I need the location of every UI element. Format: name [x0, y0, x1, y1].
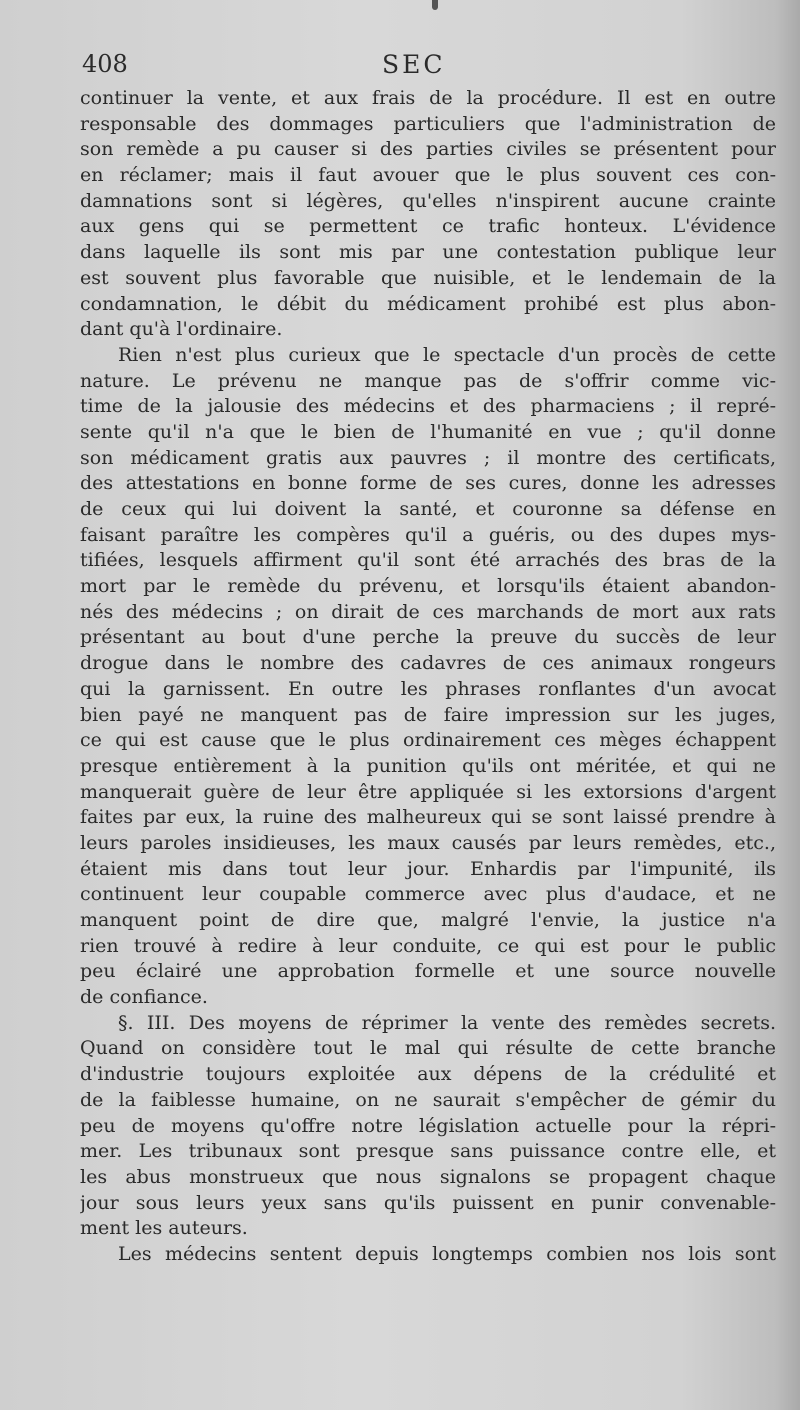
text-line: presque entièrement à la punition qu'ils ont méritée, et qui ne	[80, 754, 776, 777]
text-line: faites par eux, la ruine des malheureux qui se sont laissé prendre à	[80, 806, 776, 829]
text-line: time de la jalousie des médecins et des pharmaciens ; il repré-	[80, 395, 776, 418]
text-line: Les médecins sentent depuis longtemps combien nos lois sont	[118, 1242, 776, 1265]
paragraph	[80, 86, 776, 343]
text-line: responsable des dommages particuliers que l'administration de	[80, 112, 776, 135]
text-line: est souvent plus favorable que nuisible, et le lendemain de la	[80, 266, 776, 289]
text-line: condamnation, le débit du médicament prohibé est plus abon-	[80, 292, 776, 315]
section-heading: §. III. Des moyens de réprimer la vente des remèdes secrets.	[118, 1011, 776, 1034]
text-line: son remède a pu causer si des parties civiles se présentent pour	[80, 138, 776, 161]
text-line: présentant au bout d'une perche la preuve du succès de leur	[80, 626, 776, 649]
text-line: dant qu'à l'ordinaire.	[80, 318, 283, 341]
text-line: faisant paraître les compères qu'il a guéris, ou des dupes mys-	[80, 523, 776, 546]
text-line: peu éclairé une approbation formelle et une source nouvelle	[80, 960, 776, 983]
text-line: étaient mis dans tout leur jour. Enhardis par l'impunité, ils	[80, 857, 776, 880]
text-line: des attestations en bonne forme de ses cures, donne les adresses	[80, 472, 776, 495]
paragraph	[80, 343, 776, 1011]
text-line: nature. Le prévenu ne manque pas de s'offrir comme vic-	[80, 369, 776, 392]
text-line: nés des médecins ; on dirait de ces marchands de mort aux rats	[80, 600, 776, 623]
text-line: tifiées, lesquels affirment qu'il sont été arrachés des bras de la	[80, 549, 776, 572]
text-line: mer. Les tribunaux sont presque sans puissance contre elle, et	[80, 1140, 776, 1163]
text-line: Rien n'est plus curieux que le spectacle d'un procès de cette	[118, 343, 776, 366]
text-line: peu de moyens qu'offre notre législation actuelle pour la répri-	[80, 1114, 776, 1137]
text-line: de la faiblesse humaine, on ne saurait s'empêcher de gémir du	[80, 1088, 776, 1111]
text-line: ment les auteurs.	[80, 1217, 248, 1240]
text-line: de confiance.	[80, 986, 208, 1009]
text-line: les abus monstrueux que nous signalons se propagent chaque	[80, 1165, 776, 1188]
text-line: de ceux qui lui doivent la santé, et couronne sa défense en	[80, 498, 776, 520]
page-number: 408	[82, 50, 128, 78]
text-line: manquent point de dire que, malgré l'envie, la justice n'a	[80, 909, 776, 931]
text-line: continuer la vente, et aux frais de la procédure. Il est en outre	[80, 87, 776, 109]
text-line: aux gens qui se permettent ce trafic honteux. L'évidence	[80, 215, 776, 238]
text-line: rien trouvé à redire à leur conduite, ce qui est pour le public	[80, 934, 776, 957]
body-text	[80, 86, 776, 1268]
paragraph	[80, 1242, 776, 1268]
paragraph	[80, 1011, 776, 1242]
text-line: d'industrie toujours exploitée aux dépens de la crédulité et	[80, 1063, 776, 1086]
text-line: continuent leur coupable commerce avec plus d'audace, et ne	[80, 883, 776, 906]
text-line: qui la garnissent. En outre les phrases ronflantes d'un avocat	[80, 677, 776, 700]
page-header	[82, 50, 774, 86]
text-line: bien payé ne manquent pas de faire impression sur les juges,	[80, 703, 776, 726]
ink-mark	[432, 0, 438, 10]
text-line: damnations sont si légères, qu'elles n'inspirent aucune crainte	[80, 189, 776, 212]
running-head: SEC	[382, 50, 446, 79]
text-line: sente qu'il n'a que le bien de l'humanité en vue ; qu'il donne	[80, 420, 776, 443]
text-line: son médicament gratis aux pauvres ; il montre des certificats,	[80, 446, 776, 469]
text-line: leurs paroles insidieuses, les maux causés par leurs remèdes, etc.,	[80, 831, 776, 854]
text-line: Quand on considère tout le mal qui résulte de cette branche	[80, 1037, 776, 1060]
text-line: en réclamer; mais il faut avouer que le plus souvent ces con-	[80, 164, 776, 187]
text-line: dans laquelle ils sont mis par une contestation publique leur	[80, 241, 776, 264]
text-line: manquerait guère de leur être appliquée si les extorsions d'argent	[80, 780, 776, 803]
text-line: ce qui est cause que le plus ordinairement ces mèges échappent	[80, 729, 776, 752]
text-line: mort par le remède du prévenu, et lorsqu'ils étaient abandon-	[80, 575, 776, 598]
text-line: jour sous leurs yeux sans qu'ils puissent en punir convenable-	[80, 1191, 776, 1214]
text-line: drogue dans le nombre des cadavres de ces animaux rongeurs	[80, 652, 776, 675]
